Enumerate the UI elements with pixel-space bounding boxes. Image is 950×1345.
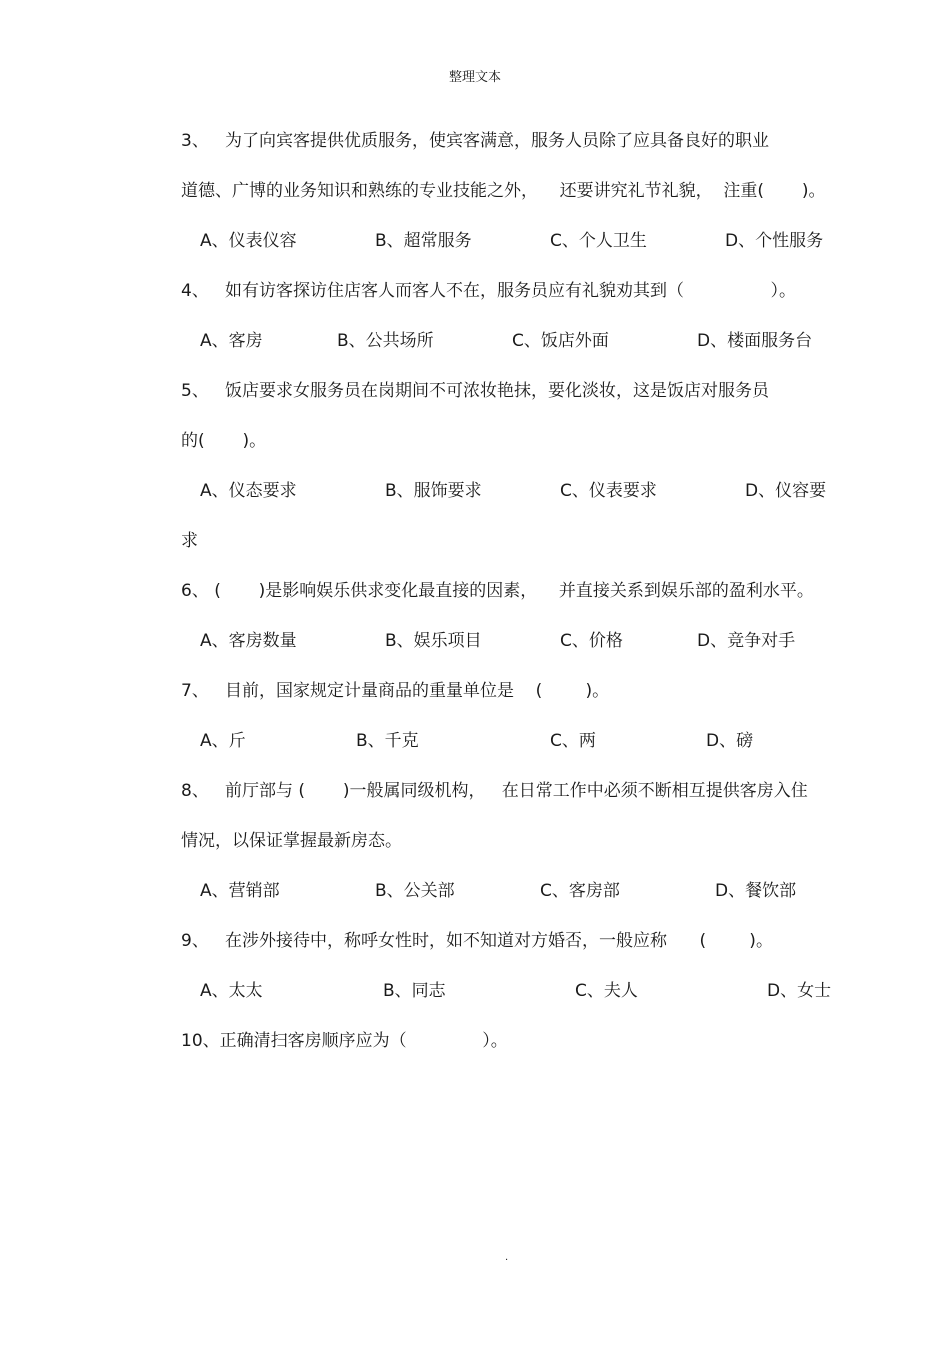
question-5-option-d: D、仪容要 (745, 481, 827, 501)
question-3-line-2: 道德、广博的业务知识和熟练的专业技能之外， 还要讲究礼节礼貌， 注重( )。 (181, 181, 826, 201)
question-5-line-1: 5、 饭店要求女服务员在岗期间不可浓妆艳抹，要化淡妆，这是饭店对服务员 (181, 381, 770, 401)
question-6-option-c: C、价格 (560, 631, 623, 651)
question-4-option-a: A、客房 (200, 331, 263, 351)
question-6-option-a: A、客房数量 (200, 631, 297, 651)
question-3-option-c: C、个人卫生 (550, 231, 647, 251)
question-4-option-b: B、公共场所 (337, 331, 434, 351)
question-3-option-d: D、个性服务 (725, 231, 824, 251)
question-8-option-a: A、营销部 (200, 881, 280, 901)
question-4-option-d: D、楼面服务台 (697, 331, 813, 351)
question-6-option-b: B、娱乐项目 (385, 631, 482, 651)
question-5-option-a: A、仪态要求 (200, 481, 297, 501)
question-5-option-c: C、仪表要求 (560, 481, 657, 501)
question-3-option-b: B、超常服务 (375, 231, 472, 251)
question-9-option-d: D、女士 (767, 981, 832, 1001)
question-5-option-d-continuation: 求 (181, 531, 198, 551)
question-8-line-2: 情况，以保证掌握最新房态。 (181, 831, 402, 851)
question-7-option-a: A、斤 (200, 731, 246, 751)
question-7-option-b: B、千克 (356, 731, 419, 751)
question-3-option-a: A、仪表仪容 (200, 231, 297, 251)
question-10-line-1: 10、正确清扫客房顺序应为（ ）。 (181, 1031, 508, 1051)
question-4-option-c: C、饭店外面 (512, 331, 609, 351)
question-8-line-1: 8、 前厅部与 ( )一般属同级机构， 在日常工作中必须不断相互提供客房入住 (181, 781, 808, 801)
question-5-option-b: B、服饰要求 (385, 481, 482, 501)
question-4-line-1: 4、 如有访客探访住店客人而客人不在，服务员应有礼貌劝其到（ ）。 (181, 281, 796, 301)
question-3-line-1: 3、 为了向宾客提供优质服务，使宾客满意，服务人员除了应具备良好的职业 (181, 131, 770, 151)
question-9-option-a: A、太太 (200, 981, 263, 1001)
question-9-line-1: 9、 在涉外接待中，称呼女性时，如不知道对方婚否，一般应称 ( )。 (181, 931, 773, 951)
page-header: 整理文本 (448, 70, 501, 85)
question-6-option-d: D、竞争对手 (697, 631, 796, 651)
question-6-line-1: 6、 ( )是影响娱乐供求变化最直接的因素， 并直接关系到娱乐部的盈利水平。 (181, 581, 814, 601)
question-7-line-1: 7、 目前，国家规定计量商品的重量单位是 ( )。 (181, 681, 610, 701)
question-9-option-b: B、同志 (383, 981, 446, 1001)
question-8-option-d: D、餐饮部 (715, 881, 797, 901)
question-5-line-2: 的( )。 (181, 431, 267, 451)
question-8-option-b: B、公关部 (375, 881, 455, 901)
question-9-option-c: C、夫人 (575, 981, 638, 1001)
question-8-option-c: C、客房部 (540, 881, 620, 901)
footer-mark: . (505, 1252, 509, 1263)
question-7-option-c: C、两 (550, 731, 596, 751)
question-7-option-d: D、磅 (706, 731, 754, 751)
